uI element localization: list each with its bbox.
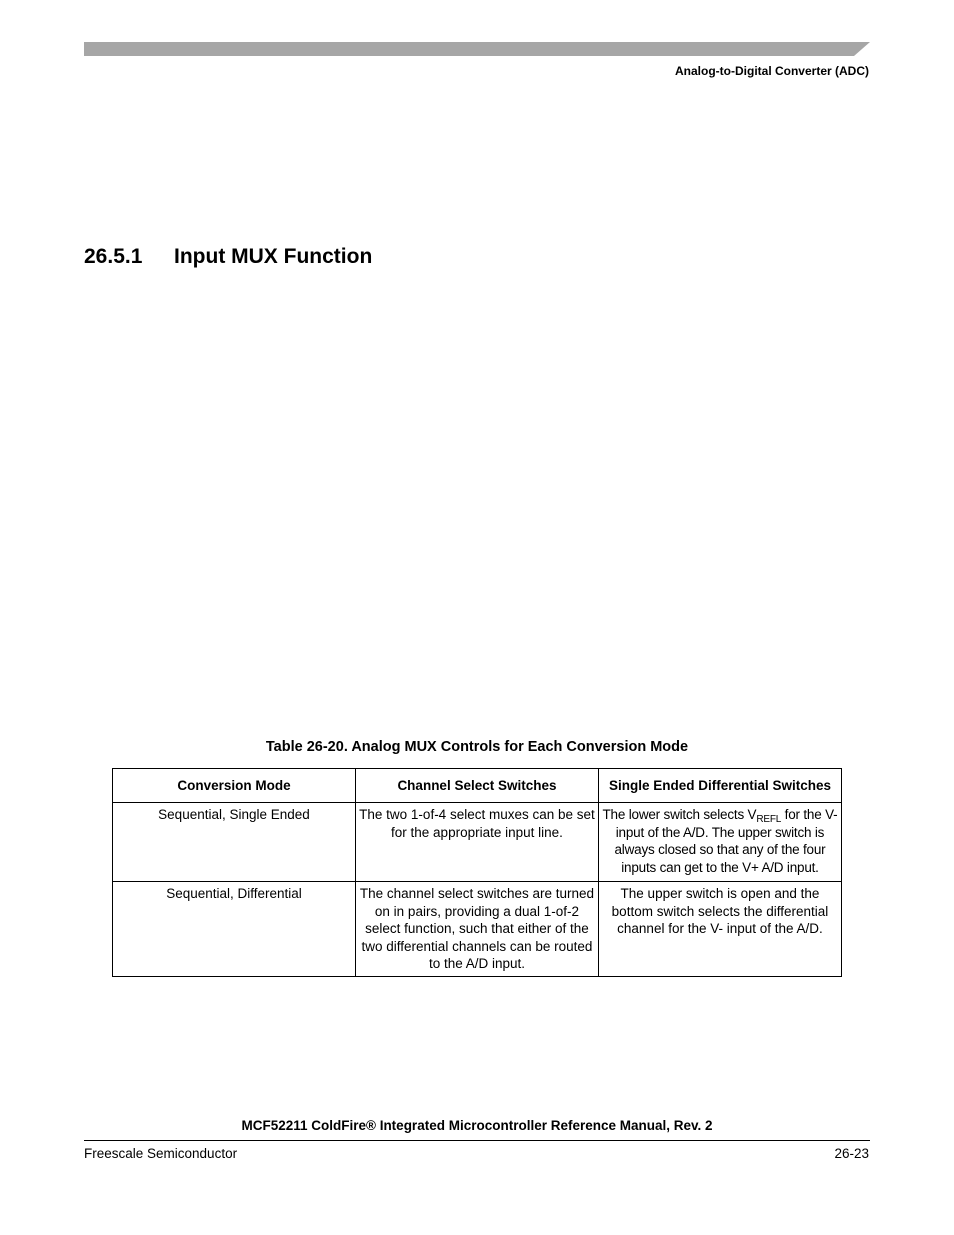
table-row (113, 803, 842, 882)
footer-manual-title: MCF52211 ColdFire® Integrated Microcontroller Reference Manual, Rev. 2 (241, 1118, 713, 1133)
column-header-conversion-mode: Conversion Mode (113, 769, 356, 803)
cell-channel-select: The channel select switches are turned on in pairs, providing a dual 1-of-2 select function, such that either of the two differential channels can be routed to the A/D input. (355, 882, 598, 977)
cell-switches (598, 803, 841, 882)
switches-text-pre: The lower switch selects V (602, 807, 757, 822)
footer-company: Freescale Semiconductor (84, 1146, 238, 1161)
table-header-row (113, 769, 842, 803)
table-row (113, 882, 842, 977)
cell-switches: The upper switch is open and the bottom switch selects the differential channel for the V- input of the A/D. (598, 882, 841, 977)
header-bar-shape (84, 42, 870, 56)
switches-text-post: for the V- input of the A/D. The upper switch is always closed so that any of the four inputs can get to the V+ A/D input. (614, 807, 838, 875)
footer-page-number: 26-23 (834, 1146, 869, 1161)
section-heading (84, 245, 372, 269)
column-header-switches: Single Ended Differential Switches (598, 769, 841, 803)
mux-controls-table (112, 768, 842, 977)
header-bar (84, 42, 870, 56)
cell-conversion-mode: Sequential, Single Ended (113, 803, 356, 882)
cell-channel-select: The two 1-of-4 select muxes can be set for the appropriate input line. (355, 803, 598, 882)
running-head: Analog-to-Digital Converter (ADC) (675, 64, 869, 78)
section-number: 26.5.1 (84, 245, 143, 268)
vrefl-subscript: REFL (756, 814, 782, 825)
cell-conversion-mode: Sequential, Differential (113, 882, 356, 977)
column-header-channel-select: Channel Select Switches (355, 769, 598, 803)
footer-divider (84, 1140, 870, 1141)
section-title: Input MUX Function (174, 245, 373, 268)
table-caption: Table 26-20. Analog MUX Controls for Each Conversion Mode (265, 739, 689, 755)
